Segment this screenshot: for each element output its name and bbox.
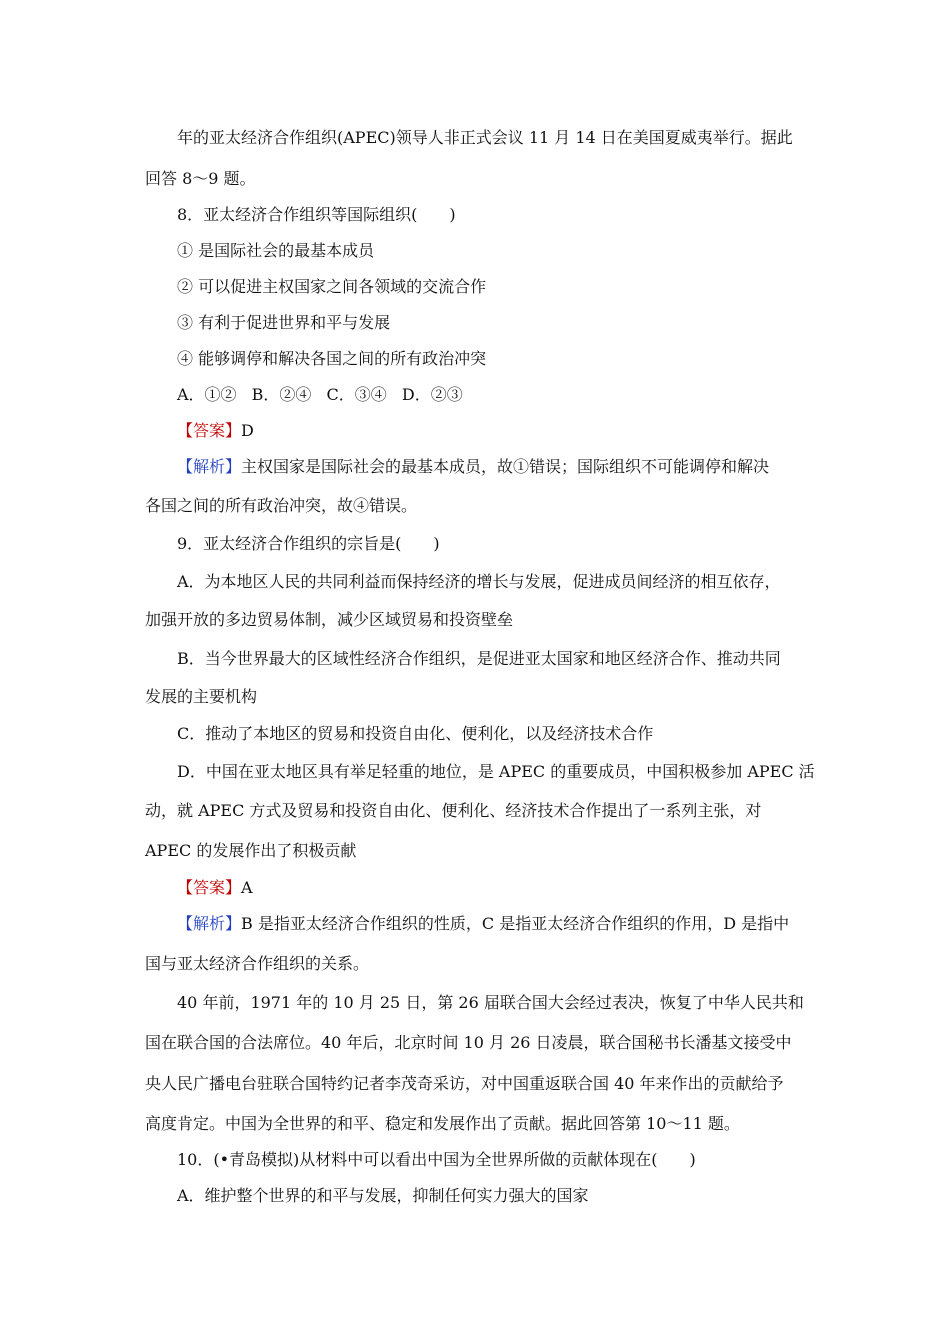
q9-explanation-line2: 国与亚太经济合作组织的关系。 — [145, 954, 370, 973]
passage1-line1: 年的亚太经济合作组织(APEC)领导人非正式会议 11 月 14 日在美国夏威夷举行。据此 — [177, 128, 793, 147]
q8-option-1: ① 是国际社会的最基本成员 — [177, 241, 375, 260]
q9-option-d-line2: 动，就 APEC 方式及贸易和投资自由化、便利化、经济技术合作提出了一系列主张，对 — [145, 801, 762, 820]
q8-explanation-line1 — [177, 457, 810, 477]
q8-answer — [177, 421, 810, 441]
passage1-line2: 回答 8～9 题。 — [145, 169, 256, 188]
q9-option-b-line2: 发展的主要机构 — [145, 687, 258, 706]
passage2-line3: 央人民广播电台驻联合国特约记者李茂奇采访，对中国重返联合国 40 年来作出的贡献给予 — [145, 1074, 784, 1093]
explanation-tag: 【解析】 — [177, 457, 242, 476]
q9-option-c: C．推动了本地区的贸易和投资自由化、便利化，以及经济技术合作 — [177, 724, 654, 743]
passage2-line1: 40 年前，1971 年的 10 月 25 日，第 26 届联合国大会经过表决，恢复了中华人民共和 — [177, 993, 804, 1012]
q8-option-4: ④ 能够调停和解决各国之间的所有政治冲突 — [177, 349, 487, 368]
q8-choices — [177, 385, 810, 405]
q8-choice-d: D．②③ — [401, 385, 463, 404]
q9-option-d-line1: D．中国在亚太地区具有举足轻重的地位，是 APEC 的重要成员，中国积极参加 APEC 活 — [177, 762, 815, 781]
q9-answer — [177, 878, 810, 898]
q8-stem: 8．亚太经济合作组织等国际组织( ) — [177, 205, 456, 224]
q10-option-a: A．维护整个世界的和平与发展，抑制任何实力强大的国家 — [177, 1186, 589, 1205]
explanation-text: B 是指亚太经济合作组织的性质，C 是指亚太经济合作组织的作用，D 是指中 — [241, 914, 790, 933]
q9-option-b-line1: B．当今世界最大的区域性经济合作组织，是促进亚太国家和地区经济合作、推动共同 — [177, 649, 781, 668]
q8-choice-c: C．③④ — [326, 385, 387, 404]
passage2-line2: 国在联合国的合法席位。40 年后，北京时间 10 月 26 日凌晨，联合国秘书长潘基文接受中 — [145, 1033, 792, 1052]
q9-option-a-line2: 加强开放的多边贸易体制，减少区域贸易和投资壁垒 — [145, 610, 514, 629]
answer-value: D — [241, 421, 254, 440]
q8-option-2: ② 可以促进主权国家之间各领域的交流合作 — [177, 277, 487, 296]
q9-explanation-line1 — [177, 914, 810, 934]
q8-option-3: ③ 有利于促进世界和平与发展 — [177, 313, 391, 332]
q9-option-d-line3: APEC 的发展作出了积极贡献 — [145, 841, 357, 860]
answer-value: A — [241, 878, 253, 897]
explanation-text: 主权国家是国际社会的最基本成员，故①错误；国际组织不可能调停和解决 — [241, 457, 770, 476]
q9-option-a-line1: A．为本地区人民的共同利益而保持经济的增长与发展，促进成员间经济的相互依存， — [177, 572, 781, 591]
explanation-tag: 【解析】 — [177, 914, 242, 933]
q9-stem: 9．亚太经济合作组织的宗旨是( ) — [177, 534, 440, 553]
q8-explanation-line2: 各国之间的所有政治冲突，故④错误。 — [145, 496, 418, 515]
q10-stem: 10．(•青岛模拟)从材料中可以看出中国为全世界所做的贡献体现在( ) — [177, 1150, 696, 1169]
passage2-line4: 高度肯定。中国为全世界的和平、稳定和发展作出了贡献。据此回答第 10～11 题。 — [145, 1114, 740, 1133]
q8-choice-b: B．②④ — [251, 385, 312, 404]
answer-tag: 【答案】 — [177, 878, 242, 897]
q8-choice-a: A．①② — [177, 385, 237, 404]
answer-tag: 【答案】 — [177, 421, 242, 440]
